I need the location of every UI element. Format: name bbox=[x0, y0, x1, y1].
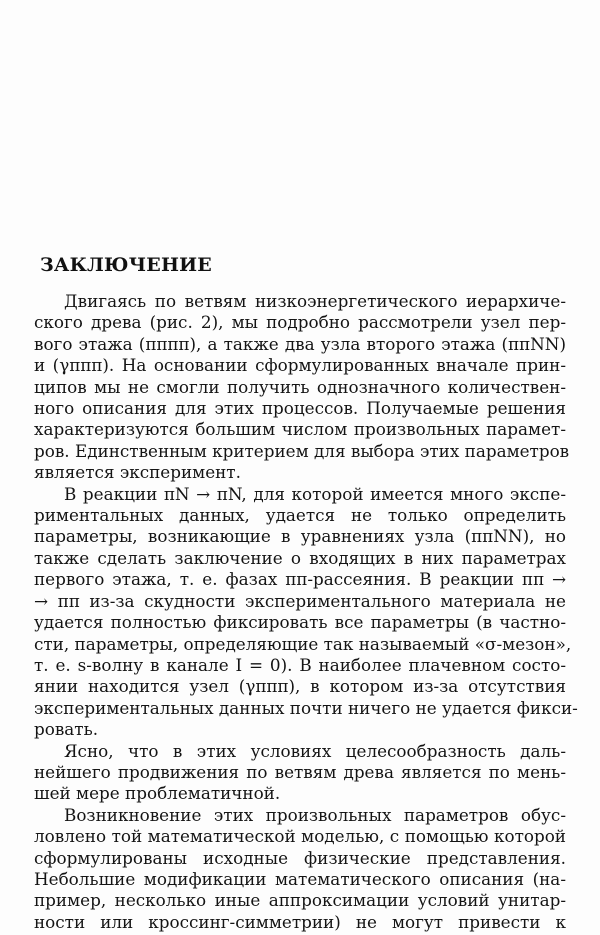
text-line: ров. Единственным критерием для выбора этих параметров bbox=[34, 440, 570, 461]
text-line: вого этажа (ππππ), а также два узла второго этажа (ππNN) bbox=[34, 333, 566, 354]
text-line: ского древа (рис. 2), мы подробно рассмотрели узел пер- bbox=[34, 312, 566, 333]
paragraph-2 bbox=[34, 483, 578, 741]
text-line: является эксперимент. bbox=[34, 462, 241, 483]
text-line: янии находится узел (γπππ), в котором из-за отсутствия bbox=[34, 676, 566, 697]
text-line: сти, параметры, определяющие так называемый «σ-мезон», bbox=[34, 633, 572, 654]
text-line: т. е. s-волну в канале I = 0). В наиболее плачевном состо- bbox=[34, 654, 566, 675]
body-text bbox=[34, 291, 578, 933]
text-line: Небольшие модификации математического описания (на- bbox=[34, 868, 566, 889]
text-line: Возникновение этих произвольных параметров обус- bbox=[64, 804, 566, 825]
text-line: Двигаясь по ветвям низкоэнергетического иерархиче- bbox=[64, 291, 566, 311]
paragraph-1 bbox=[34, 291, 570, 484]
text-line: и (γπππ). На основании сформулированных вначале прин- bbox=[34, 355, 566, 376]
text-line: → ππ из-за скудности экспериментального материала не bbox=[34, 590, 566, 611]
text-line: ципов мы не смогли получить однозначного количествен- bbox=[34, 376, 566, 397]
text-line: экспериментальных данных почти ничего не удается фикси- bbox=[34, 697, 578, 718]
text-line: риментальных данных, удается не только определить bbox=[34, 505, 566, 526]
paragraph-4 bbox=[34, 805, 566, 933]
text-line: ловлено той математической моделью, с помощью которой bbox=[34, 826, 566, 847]
text-line: ровать. bbox=[34, 719, 99, 740]
text-line: параметры, возникающие в уравнениях узла (ππNN), но bbox=[34, 526, 566, 547]
text-line: удается полностью фиксировать все параметры (в частно- bbox=[34, 612, 566, 633]
text-line: пример, несколько иные аппроксимации условий унитар- bbox=[34, 890, 566, 911]
section-heading: ЗАКЛЮЧЕНИЕ bbox=[40, 254, 212, 276]
text-line: нейшего продвижения по ветвям древа является по мень- bbox=[34, 761, 566, 782]
text-line: сформулированы исходные физические представления. bbox=[34, 847, 566, 868]
text-line: ности или кроссинг-симметрии) не могут привести к bbox=[34, 911, 566, 932]
text-line: В реакции πN → πN, для которой имеется много экспе- bbox=[64, 483, 566, 504]
text-line: характеризуются большим числом произвольных парамет- bbox=[34, 419, 566, 440]
paragraph-3 bbox=[34, 741, 566, 805]
text-line: ного описания для этих процессов. Получаемые решения bbox=[34, 398, 566, 419]
text-line: шей мере проблематичной. bbox=[34, 783, 281, 804]
text-line: также сделать заключение о входящих в них параметрах bbox=[34, 547, 566, 568]
text-line: первого этажа, т. е. фазах ππ-рассеяния. В реакции ππ → bbox=[34, 569, 566, 590]
text-line: Ясно, что в этих условиях целесообразность даль- bbox=[64, 740, 566, 761]
